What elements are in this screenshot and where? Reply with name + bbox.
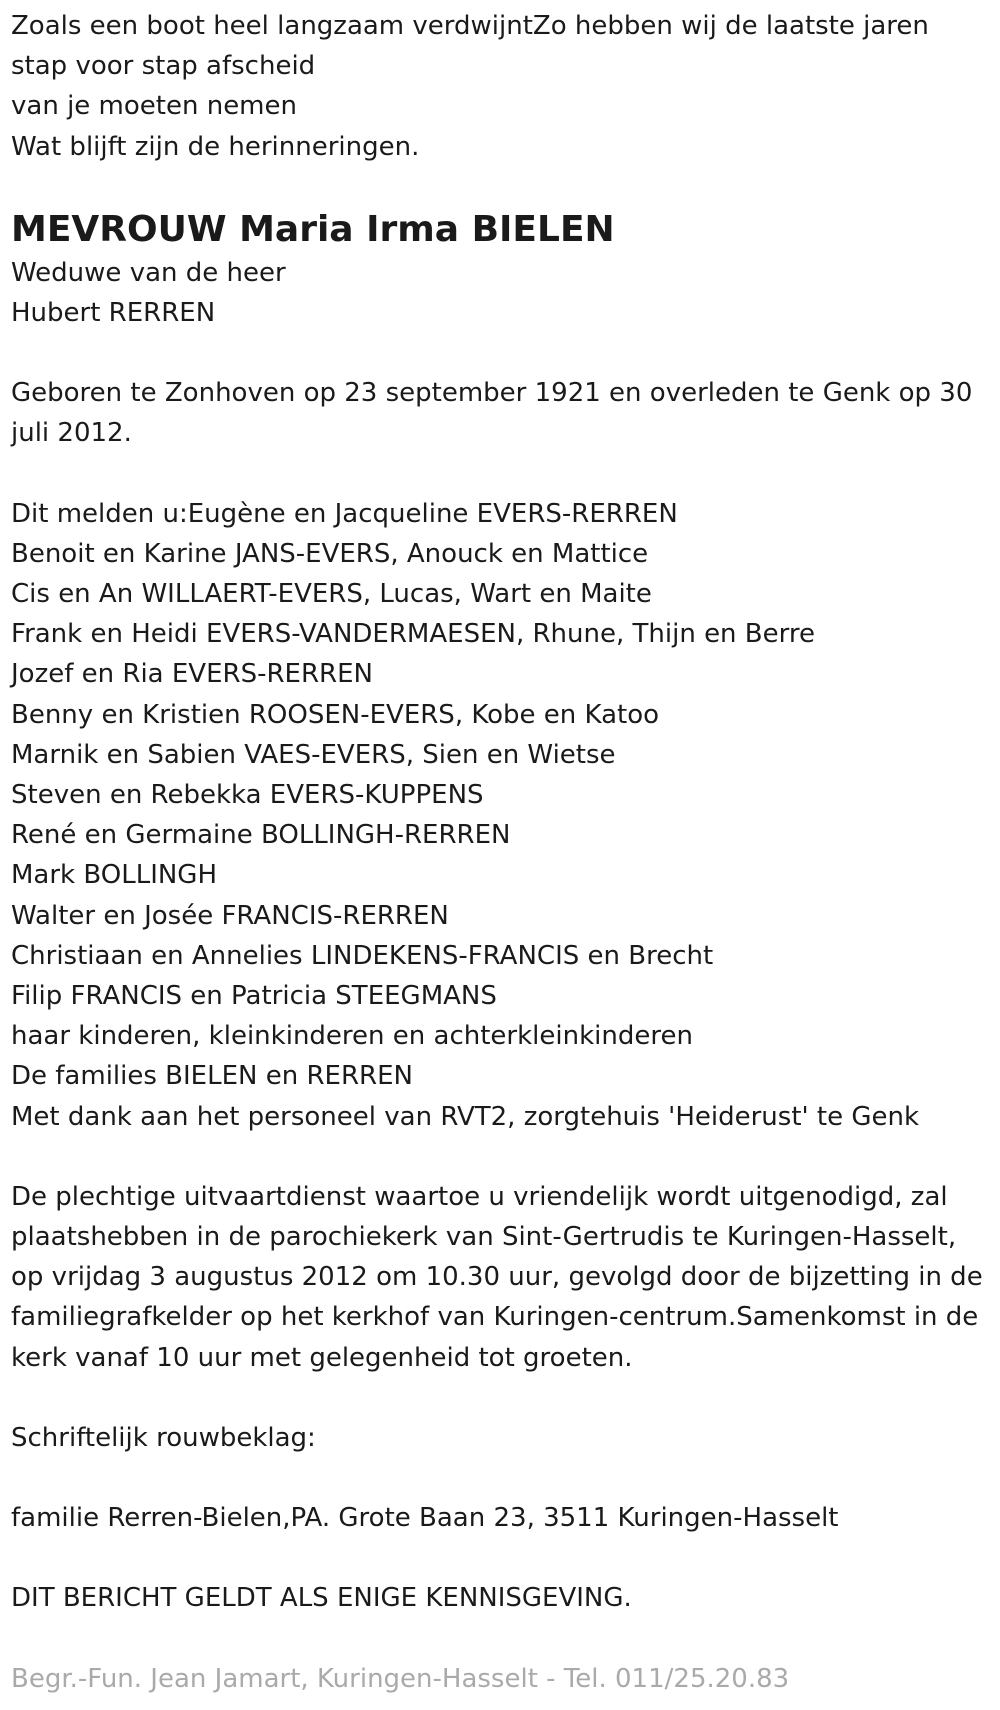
family-list <box>11 494 986 1137</box>
relation-line: Hubert RERREN <box>11 298 216 329</box>
deceased-name: MEVROUW Maria Irma BIELEN <box>11 208 615 250</box>
funeral-home-footer: Begr.-Fun. Jean Jamart, Kuringen-Hasselt - Tel. 011/25.20.83 <box>11 1663 790 1694</box>
family-line: Steven en Rebekka EVERS-KUPPENS <box>11 780 484 811</box>
notice-text: DIT BERICHT GELDT ALS ENIGE KENNISGEVING. <box>11 1583 632 1614</box>
family-line: Dit melden u:Eugène en Jacqueline EVERS-RERREN <box>11 498 678 529</box>
family-line: haar kinderen, kleinkinderen en achterkleinkinderen <box>11 1021 693 1052</box>
family-line: Met dank aan het personeel van RVT2, zorgtehuis 'Heiderust' te Genk <box>11 1101 920 1132</box>
family-line: Benny en Kristien ROOSEN-EVERS, Kobe en Katoo <box>11 699 660 730</box>
family-line: Christiaan en Annelies LINDEKENS-FRANCIS en Brecht <box>11 940 714 971</box>
family-line: Filip FRANCIS en Patricia STEEGMANS <box>11 981 497 1012</box>
poem <box>11 6 986 167</box>
family-line: De families BIELEN en RERREN <box>11 1061 413 1092</box>
family-line: Marnik en Sabien VAES-EVERS, Sien en Wietse <box>11 739 616 770</box>
poem-line: stap voor stap afscheid <box>11 51 316 82</box>
birth-death-text: Geboren te Zonhoven op 23 september 1921 en overleden te Genk op 30 juli 2012. <box>11 378 973 449</box>
family-line: René en Germaine BOLLINGH-RERREN <box>11 820 511 851</box>
family-line: Walter en Josée FRANCIS-RERREN <box>11 900 449 931</box>
family-line: Benoit en Karine JANS-EVERS, Anouck en Mattice <box>11 538 649 569</box>
poem-line: Zoals een boot heel langzaam verdwijntZo hebben wij de laatste jaren <box>11 11 929 41</box>
family-line: Jozef en Ria EVERS-RERREN <box>11 659 373 690</box>
ceremony-text: De plechtige uitvaartdienst waartoe u vriendelijk wordt uitgenodigd, zal plaatshebben in de parochiekerk van Sint-Gertrudis te Kuringen-Hasselt, op vrijdag 3 augustus 2012 om 10.30 uur, gevolgd door de bijzetting in de familiegrafkelder op het kerkhof van Kuringen-centrum.Samenkomst in de kerk vanaf 10 uur met gelegenheid tot groeten. <box>11 1181 983 1373</box>
family-line: Frank en Heidi EVERS-VANDERMAESEN, Rhune, Thijn en Berre <box>11 619 815 650</box>
condolence-label: Schriftelijk rouwbeklag: <box>11 1422 316 1453</box>
deceased-section <box>11 207 986 333</box>
family-line: Cis en An WILLAERT-EVERS, Lucas, Wart en Maite <box>11 579 652 610</box>
condolence-address: familie Rerren-Bielen,PA. Grote Baan 23, 3511 Kuringen-Hasselt <box>11 1503 839 1534</box>
family-line: Mark BOLLINGH <box>11 860 218 891</box>
poem-line: van je moeten nemen <box>11 91 297 122</box>
poem-line: Wat blijft zijn de herinneringen. <box>11 131 420 162</box>
relation-line: Weduwe van de heer <box>11 257 286 288</box>
